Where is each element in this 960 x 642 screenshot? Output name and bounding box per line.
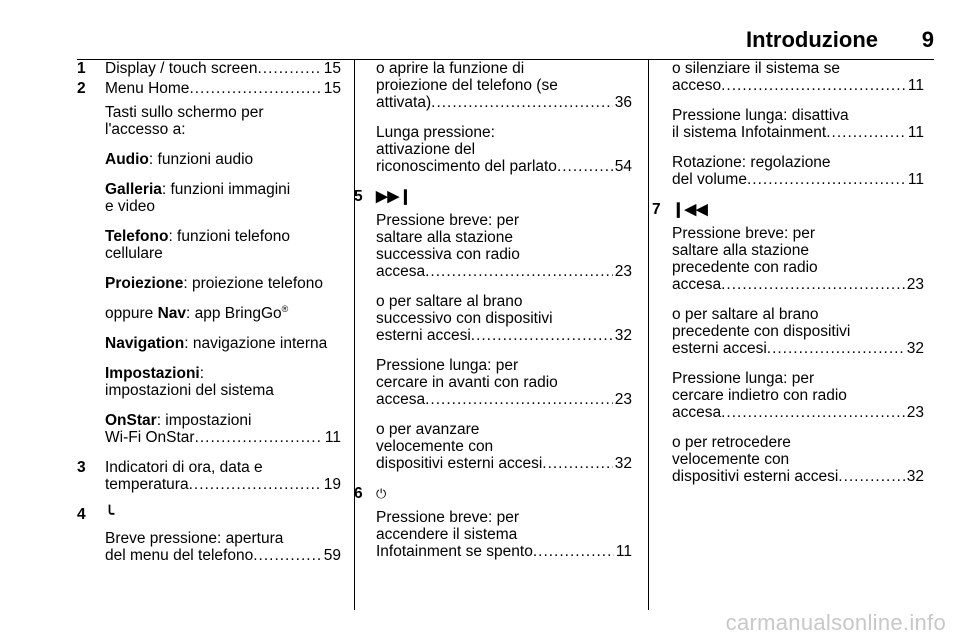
paragraph [105,228,341,262]
toc-ref[interactable] [105,80,341,97]
ref-page: 23 [906,276,924,293]
toc-ref[interactable] [376,455,632,472]
entry-2 [77,80,341,459]
leader-dots [542,455,612,472]
page-number: 9 [921,27,934,52]
text-line: velocemente con [672,451,790,468]
ref-text: riconoscimento del parlato [376,158,557,175]
next-track-icon: ▶▶❙ [376,188,412,205]
entry-number: 7 [652,201,661,218]
leader-dots [195,429,323,446]
term-label: Galleria [105,181,162,198]
ref-page: 11 [615,543,632,560]
column-3 [652,60,924,498]
text-line: Rotazione: regolazione [672,154,831,171]
toc-ref[interactable] [105,429,341,446]
ref-page: 11 [907,77,924,94]
ref-page: 32 [614,327,632,344]
watermark: carmanualsonline.info [725,610,946,635]
text-line: Breve pressione: apertura [105,530,284,547]
term-label: Nav [157,305,187,322]
paragraph [376,60,632,111]
paragraph [672,370,924,421]
text-line: o aprire la funzione di [376,60,525,77]
term-label: Telefono [105,228,169,245]
ref-text: accesa [672,276,722,293]
column-1 [77,60,341,577]
text-line: successiva con radio [376,246,520,263]
leader-dots [189,476,322,493]
entry-4 [77,506,341,577]
leader-dots [258,60,322,77]
ref-text: dispositivi esterni accesi [672,468,839,485]
paragraph [376,509,632,560]
toc-ref[interactable] [672,124,924,141]
paragraph [376,212,632,280]
text-line: impostazioni del sistema [105,382,274,399]
ref-text: Menu Home [105,80,190,97]
entry-7 [652,201,924,498]
text-line: : app BringGo [186,305,282,322]
column-divider-2 [648,60,649,610]
paragraph [672,434,924,485]
text-line: Pressione breve: per [376,509,520,526]
term-label: Proiezione [105,275,184,292]
paragraph [105,459,341,493]
text-line: cercare in avanti con radio [376,374,558,391]
text-line: Pressione lunga: disattiva [672,107,849,124]
ref-page: 23 [614,263,632,280]
text-line: o per retrocedere [672,434,791,451]
text-line: saltare alla stazione [376,229,513,246]
text-line: e video [105,198,155,215]
term-label: Audio [105,151,149,168]
text-line: Tasti sullo schermo per [105,104,264,121]
leader-dots [533,543,614,560]
text-line: : proiezione telefono [183,275,323,292]
text-line: : impostazioni [156,412,252,429]
text-line: accendere il sistema [376,526,518,543]
leader-dots [557,158,613,175]
text-line: Pressione lunga: per [672,370,815,387]
phone-icon: ╰ [105,506,115,523]
paragraph [672,306,924,357]
ref-text: il sistema Infotainment [672,124,827,141]
text-line: proiezione del telefono (se [376,77,558,94]
paragraph [376,357,632,408]
ref-page: 11 [907,124,924,141]
ref-page: 19 [323,476,341,493]
entry-number: 6 [354,485,363,502]
entry-number: 5 [354,188,363,205]
paragraph [105,335,341,352]
text-line: saltare alla stazione [672,242,809,259]
leader-dots [747,171,906,188]
ref-page: 32 [906,468,924,485]
text-line: precedente con dispositivi [672,323,851,340]
paragraph [105,412,341,446]
text-line: o per avanzare [376,421,480,438]
paragraph [105,275,341,292]
text-line: Pressione breve: per [376,212,520,229]
ref-page: 23 [906,404,924,421]
toc-ref[interactable] [105,476,341,493]
entry-1 [77,60,341,77]
ref-page: 15 [323,80,341,97]
toc-ref[interactable] [105,60,341,77]
toc-ref[interactable] [376,158,632,175]
paragraph [672,60,924,94]
paragraph [105,151,341,168]
toc-ref[interactable] [672,276,924,293]
ref-text: del volume [672,171,747,188]
column-2 [354,60,632,573]
text-line: cercare indietro con radio [672,387,847,404]
ref-page: 59 [323,547,341,564]
leader-dots [838,468,904,485]
text-line: o silenziare il sistema se [672,60,840,77]
entry-5 [354,188,632,485]
text-line: cellulare [105,245,163,262]
leader-dots [253,547,322,564]
text-line: : funzioni telefono [168,228,290,245]
leader-dots [425,263,613,280]
paragraph [105,181,341,215]
paragraph [672,225,924,293]
text-line: Lunga pressione: [376,124,495,141]
entry-number: 2 [77,80,86,97]
text-line: precedente con radio [672,259,818,276]
ref-text: Infotainment se spento [376,543,533,560]
paragraph [105,365,341,399]
ref-text: dispositivi esterni accesi [376,455,543,472]
term-label: OnStar [105,412,157,429]
paragraph [672,107,924,141]
text-line: oppure [105,305,158,322]
entry-3 [77,459,341,506]
ref-page: 54 [614,158,632,175]
text-line: : [199,365,205,382]
leader-dots [721,276,905,293]
text-line: Indicatori di ora, data e [105,459,263,476]
ref-page: 15 [323,60,341,77]
previous-track-icon: ❙◀◀ [672,201,708,218]
ref-text: esterni accesi [672,340,767,357]
leader-dots [721,77,906,94]
paragraph [105,530,341,564]
term-label: Navigation [105,335,185,352]
paragraph [105,104,341,138]
paragraph [672,154,924,188]
ref-page: 32 [614,455,632,472]
power-icon: ⏻ [376,486,387,501]
leader-dots [425,391,613,408]
ref-text: del menu del telefono [105,547,254,564]
ref-page: 11 [907,171,924,188]
leader-dots [826,124,906,141]
paragraph [376,421,632,472]
ref-text: Wi-Fi OnStar [105,429,195,446]
text-line: : navigazione interna [184,335,328,352]
toc-ref[interactable] [376,327,632,344]
ref-text: accesa [672,404,722,421]
text-line: : funzioni audio [148,151,254,168]
toc-ref[interactable] [672,404,924,421]
text-line: Pressione lunga: per [376,357,519,374]
toc-ref[interactable] [672,340,924,357]
toc-ref[interactable] [105,547,341,564]
text-line: velocemente con [376,438,494,455]
entry-6 [354,485,632,573]
toc-ref[interactable] [376,94,632,111]
ref-page: 11 [324,429,341,446]
registered-mark: ® [281,303,289,314]
paragraph [105,305,341,322]
toc-ref[interactable] [376,263,632,280]
entry-number: 4 [77,506,86,523]
ref-text: esterni accesi [376,327,471,344]
leader-dots [721,404,905,421]
text-line: : funzioni immagini [161,181,291,198]
text-line: attivazione del [376,141,476,158]
leader-dots [431,94,613,111]
text-line: o per saltare al brano [376,293,523,310]
toc-ref[interactable] [672,171,924,188]
ref-page: 32 [906,340,924,357]
text-line: o per saltare al brano [672,306,819,323]
ref-page: 23 [614,391,632,408]
ref-page: 36 [614,94,632,111]
toc-ref[interactable] [672,77,924,94]
ref-text: accesa [376,391,426,408]
text-line: Pressione breve: per [672,225,816,242]
ref-text: Display / touch screen [105,60,258,77]
paragraph [376,293,632,344]
toc-ref[interactable] [376,543,632,560]
leader-dots [767,340,905,357]
ref-text: acceso [672,77,722,94]
ref-text: accesa [376,263,426,280]
text-line: l'accesso a: [105,121,186,138]
leader-dots [471,327,613,344]
toc-ref[interactable] [376,391,632,408]
entry-number: 3 [77,459,86,476]
paragraph [376,124,632,175]
toc-ref[interactable] [672,468,924,485]
text-line: successivo con dispositivi [376,310,553,327]
ref-text: attivata) [376,94,432,111]
page-header-title: Introduzione [746,27,878,52]
entry-number: 1 [77,60,86,77]
leader-dots [189,80,321,97]
term-label: Impostazioni [105,365,200,382]
ref-text: temperatura [105,476,189,493]
